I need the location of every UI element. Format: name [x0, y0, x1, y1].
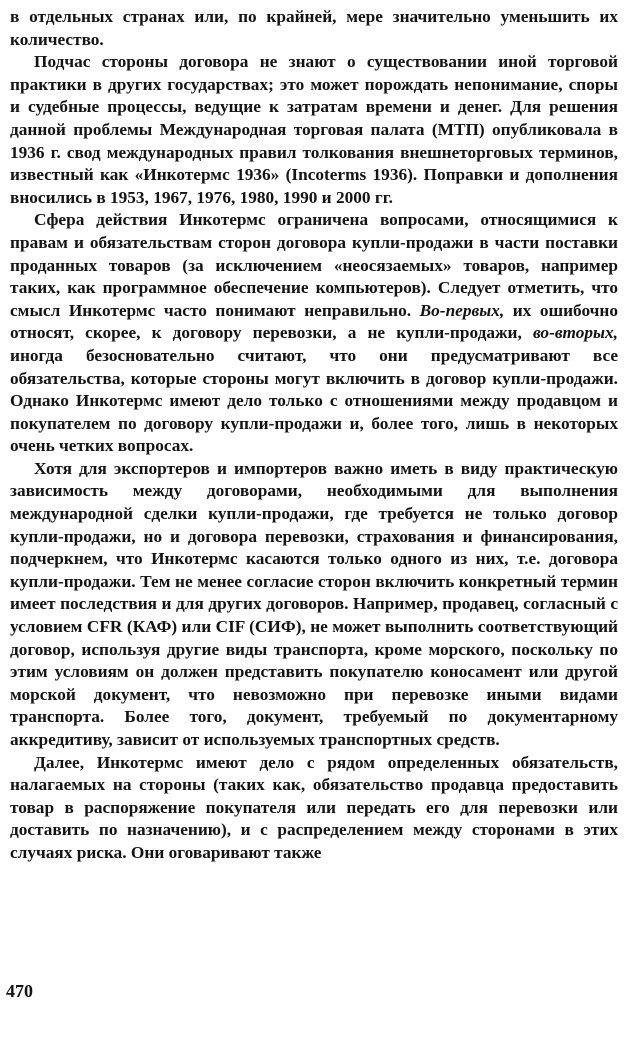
document-page [10, 6, 618, 865]
paragraph-5-text: Далее, Инкотермс имеют дело с рядом определенных обязательств, налагаемых на стороны (таких как, обязательство продавца предоставить товар в распоряжение покупателя или передать его для перевозки или доставить по назначению), и с распределением между сторонами в этих случаях риска. Они оговаривают также [10, 752, 618, 862]
paragraph-3-text-c: иногда безосновательно считают, что они предусматривают все обязательства, которые стороны могут включить в договор купли-продажи. Однако Инкотермс имеют дело только с отношениями между продавцом и покупателем по договору купли-продажи и, более того, лишь в некоторых очень четких вопросах. [10, 345, 618, 456]
paragraph-3 [10, 209, 618, 458]
paragraph-4-text: Хотя для экспортеров и импортеров важно иметь в виду практическую зависимость между договорами, необходимыми для выполнения международной сделки купли-продажи, где требуется не только договор купли-продажи, но и договора перевозки, страхования и финансирования, подчеркнем, что Инкотермс касаются только одного из них, т.е. договора купли-продажи. Тем не менее согласие сторон включить конкретный термин имеет последствия и для других договоров. Например, продавец, согласный с условием CFR (КАФ) или CIF (СИФ), не может выполнить соответствующий договор, используя другие виды транспорта, кроме морского, поскольку по этим условиям он должен представить покупателю коносамент или другой морской документ, что невозможно при перевозке иными видами транспорта. Более того, документ, требуемый по документарному аккредитиву, зависит от используемых транспортных средств. [10, 458, 618, 749]
paragraph-2 [10, 51, 618, 209]
paragraph-3-text-a: Сфера действия Инкотермс ограничена вопросами, относящимися к правам и обязательствам сторон договора купли-продажи в части поставки проданных товаров (за исключением «неосязаемых» товаров, например таких, как программное обеспечение компьютеров). Следует отметить, что смысл Инкотермс часто понимают неправильно. [10, 210, 618, 320]
paragraph-3-text-b: их ошибочно относят, скорее, к договору перевозки, а не купли-продажи, [10, 300, 619, 343]
paragraph-4 [10, 458, 618, 752]
paragraph-2-text: Подчас стороны договора не знают о существовании иной торговой практики в других государствах; это может порождать непонимание, споры и судебные процессы, ведущие к затратам времени и денег. Для решения данной проблемы Международная торговая палата (МТП) опубликовала в 1936 г. свод международных правил толкования внешнеторговых терминов, известный как «Инкотермс 1936» (Incoterms 1936). Поправки и дополнения вносились в 1953, 1967, 1976, 1980, 1990 и 2000 гг. [10, 52, 618, 207]
paragraph-1 [10, 6, 618, 51]
paragraph-1-text: в отдельных странах или, по крайней, мере значительно уменьшить их количество. [10, 7, 618, 49]
paragraph-3-emphasis-first: Во-первых, [419, 300, 505, 320]
page-number: 470 [6, 981, 33, 1001]
paragraph-3-emphasis-second: во-вторых, [532, 323, 618, 343]
paragraph-5 [10, 752, 618, 865]
